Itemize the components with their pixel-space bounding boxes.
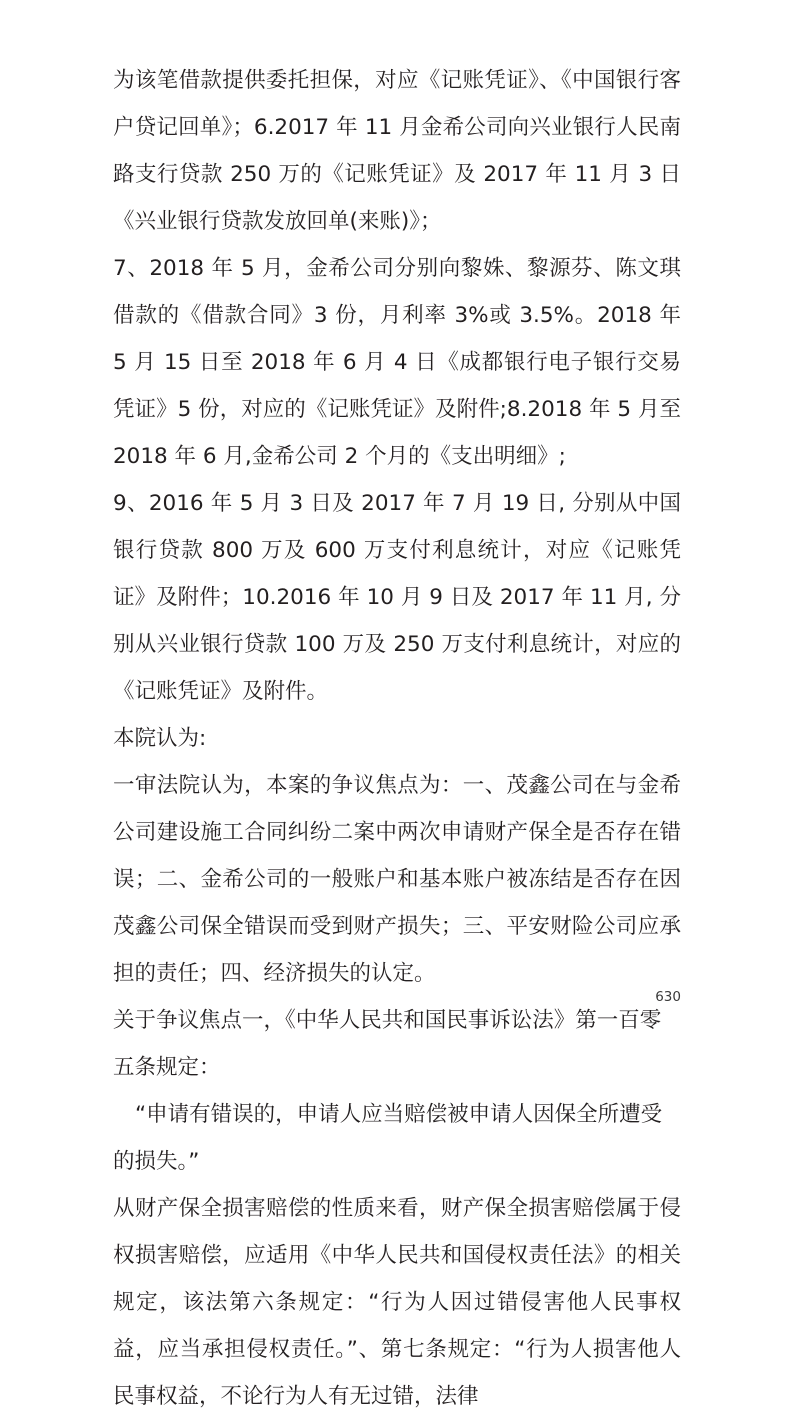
paragraph-quoted-provision-105: “申请有错误的，申请人应当赔偿被申请人因保全所遭受的损失。” <box>113 1102 663 1174</box>
document-text-body <box>113 57 681 1420</box>
paragraph-evidence-item-7-8: 7、2018 年 5 月，金希公司分别向黎姝、黎源芬、陈文琪借款的《借款合同》3 份，月利率 3%或 3.5%。2018 年 5 月 15 日至 2018 年 6 月 4 日《成都银行电子银行交易凭证》5 份，对应的《记账凭证》及附件;8.2018 年 5 月至 2018 年 6 月,金希公司 2 个月的《支出明细》; <box>113 256 681 469</box>
page-number: 630 <box>655 989 681 1005</box>
paragraph-issue-one-law-citation: 关于争议焦点一，《中华人民共和国民事诉讼法》第一百零五条规定： <box>113 1008 662 1080</box>
paragraph-evidence-continued: 为该笔借款提供委托担保，对应《记账凭证》、《中国银行客户贷记回单》；6.2017 年 11 月金希公司向兴业银行人民南路支行贷款 250 万的《记账凭证》及 2017 年 11 月 3 日《兴业银行贷款发放回单(来账)》； <box>113 68 681 234</box>
heading-court-opinion: 本院认为: <box>113 726 207 751</box>
paragraph-first-instance-issues: 一审法院认为，本案的争议焦点为：一、茂鑫公司在与金希公司建设施工合同纠纷二案中两次申请财产保全是否存在错误；二、金希公司的一般账户和基本账户被冻结是否存在因茂鑫公司保全错误而受到财产损失；三、平安财险公司应承担的责任；四、经济损失的认定。 <box>113 773 681 986</box>
paragraph-tort-liability-analysis: 从财产保全损害赔偿的性质来看，财产保全损害赔偿属于侵权损害赔偿，应适用《中华人民共和国侵权责任法》的相关规定，该法第六条规定：“行为人因过错侵害他人民事权益，应当承担侵权责任。”、第七条规定：“行为人损害他人民事权益，不论行为人有无过错，法律 <box>113 1196 681 1409</box>
paragraph-evidence-item-9-10: 9、2016 年 5 月 3 日及 2017 年 7 月 19 日, 分别从中国银行贷款 800 万及 600 万支付利息统计，对应《记账凭证》及附件；10.2016 年 10 月 9 日及 2017 年 11 月, 分别从兴业银行贷款 100 万及 250 万支付利息统计，对应的《记账凭证》及附件。 <box>113 491 681 704</box>
